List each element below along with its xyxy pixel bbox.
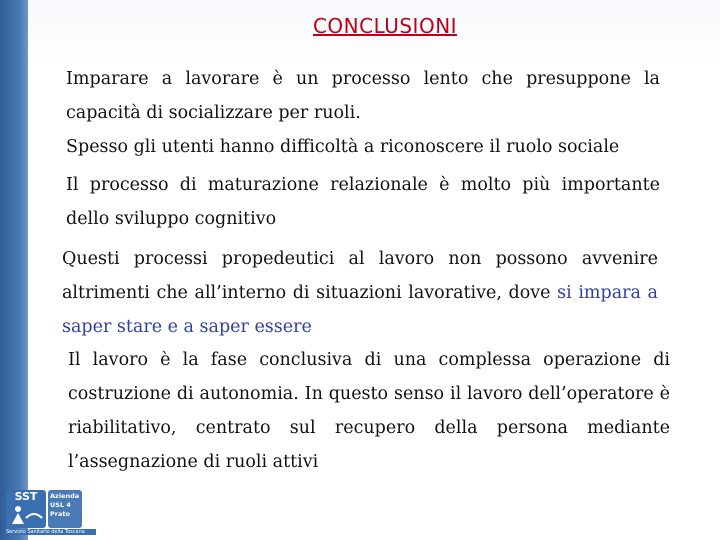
paragraph-4-highlight: si impara a saper stare e a saper essere <box>62 283 658 337</box>
paragraph-3: Il processo di maturazione relazionale è molto più importante dello sviluppo cognitivo <box>66 175 660 229</box>
paragraph-1: Imparare a lavorare è un processo lento che presuppone la capacità di socializzare per ruoli. <box>66 69 660 123</box>
sst-logo-text: SST <box>14 490 38 503</box>
paragraph-4-text: Questi processi propedeutici al lavoro non possono avvenire altrimenti che all’interno di situazioni lavorative, dove <box>62 249 658 303</box>
paragraph-5: Il lavoro è la fase conclusiva di una complessa operazione di costruzione di autonomia. In questo senso il lavoro dell’operatore è riabilitativo, centrato sul recupero della persona mediante l’assegnazione di ruoli attivi <box>68 350 670 472</box>
sst-logo-mark <box>6 490 46 528</box>
slide-title: CONCLUSIONI <box>312 14 458 38</box>
paragraph-2: Spesso gli utenti hanno difficoltà a riconoscere il ruolo sociale <box>66 137 620 157</box>
left-sidebar-bar <box>0 0 28 540</box>
paragraph-4 <box>62 242 658 344</box>
person-icon <box>6 504 46 526</box>
azienda-logo-text: Azienda USL 4 Prato <box>48 490 82 528</box>
logo-caption: Servizio Sanitario della Toscana <box>6 529 96 535</box>
organization-logo <box>6 490 84 534</box>
